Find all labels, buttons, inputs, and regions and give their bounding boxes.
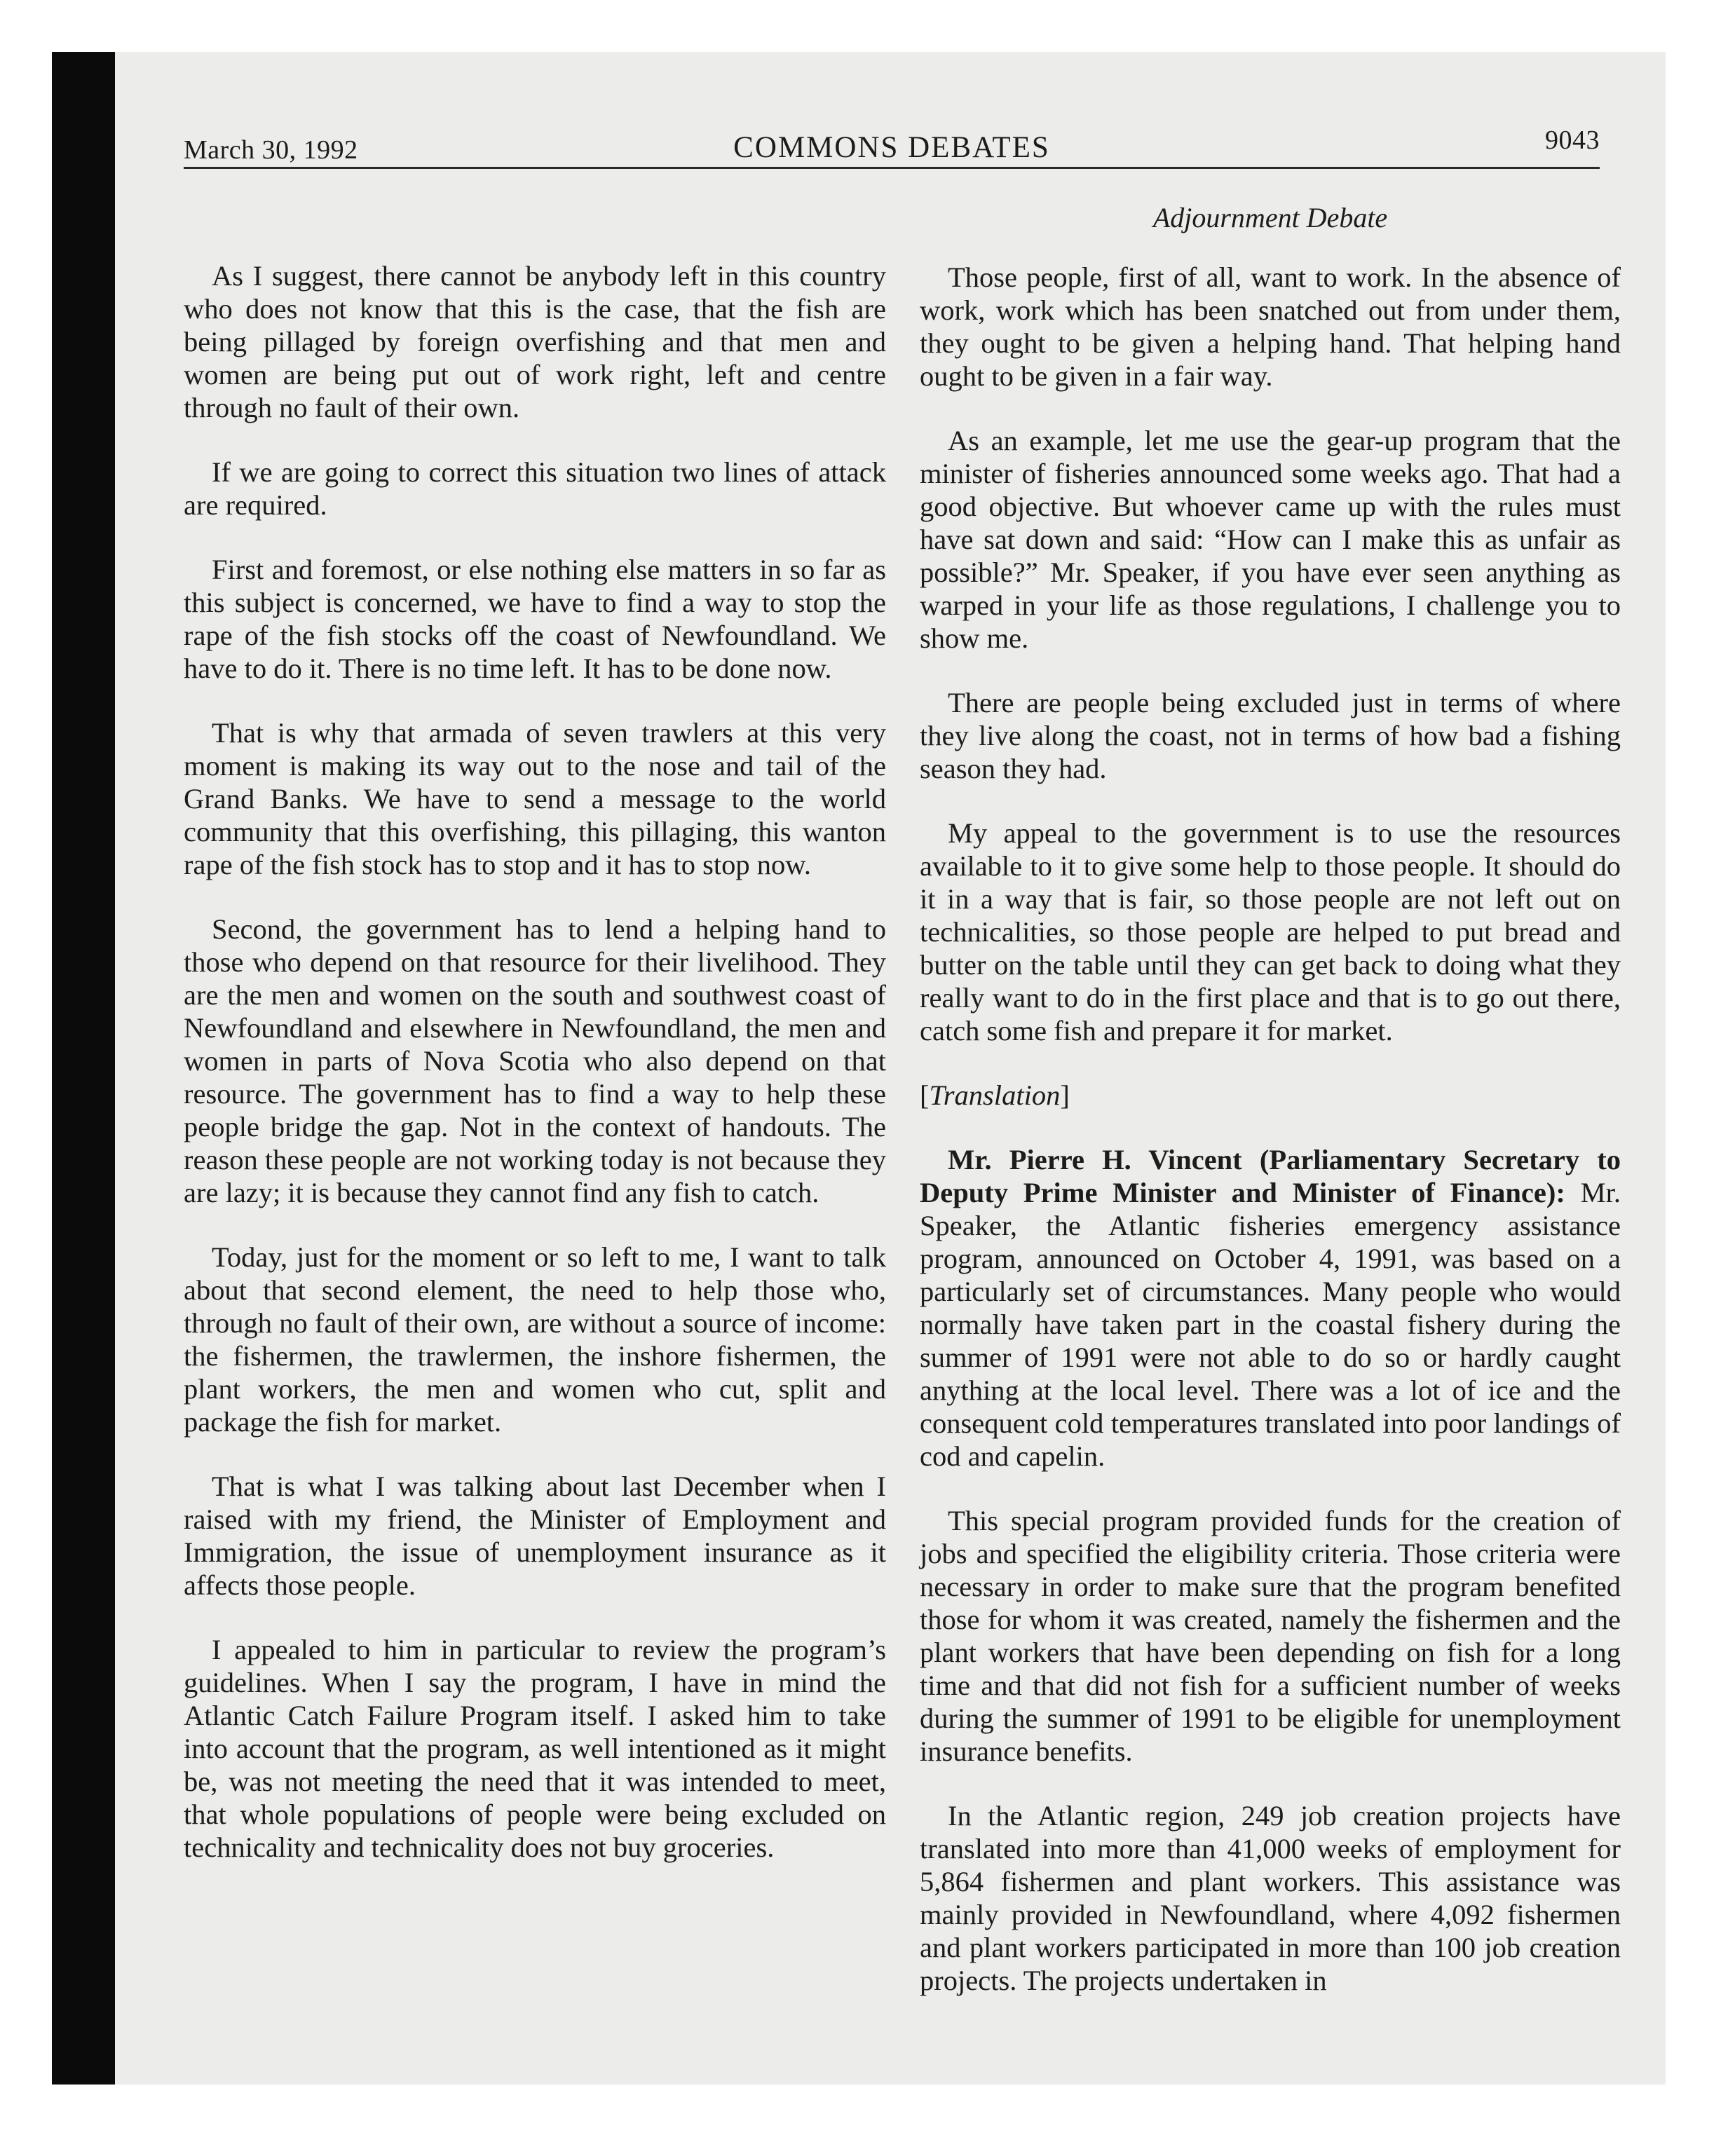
paragraph: In the Atlantic region, 249 job creation projects have translated into more than 41,000 weeks of employment for 5,864 fishermen and plant workers. This assistance was mainly provided in Newfoundland, where 4,092 fishermen and plant workers participated in more than 100 job creation projects. The projects undertaken in — [920, 1800, 1621, 1996]
paragraph: Today, just for the moment or so left to me, I want to talk about that second element, the need to help those who, through no fault of their own, are without a source of income: the fishermen, the trawlermen, the inshore fishermen, the plant workers, the men and women who cut, split and package the fish for market. — [184, 1241, 886, 1438]
header-date: March 30, 1992 — [184, 135, 358, 165]
paragraph: That is why that armada of seven trawlers at this very moment is making its way out to the nose and tail of the Grand Banks. We have to send a message to the world community that this overfishing, this pillaging, this wanton rape of the fish stock has to stop and it has to stop now. — [184, 717, 886, 880]
speech-paragraph — [920, 1143, 1621, 1473]
paragraph: There are people being excluded just in terms of where they live along the coast, not in terms of how bad a fishing season they had. — [920, 687, 1621, 784]
translation-note — [920, 1079, 1621, 1112]
right-column — [920, 203, 1621, 2028]
header-rule — [184, 167, 1600, 169]
left-column — [184, 259, 886, 1895]
scan-binding-edge — [52, 52, 115, 2085]
paragraph: As an example, let me use the gear-up program that the minister of fisheries announced some weeks ago. That had a good objective. But whoever came up with the rules must have sat down and said: “How can I make this as unfair as possible?” Mr. Speaker, if you have ever seen anything as warped in your life as those regulations, I challenge you to show me. — [920, 425, 1621, 654]
speech-text: Mr. Speaker, the Atlantic fisheries emergency assistance program, announced on October 4, 1991, was based on a particularly set of circumstances. Many people who would normally have taken part in the coastal fishery during the summer of 1991 were not able to do so or hardly caught anything at the local level. There was a lot of ice and the consequent cold temperatures translated into poor landings of cod and capelin. — [920, 1177, 1621, 1472]
paragraph: First and foremost, or else nothing else matters in so far as this subject is concerned, we have to find a way to stop the rape of the fish stocks off the coast of Newfoundland. We have to do it. There is no time left. It has to be done now. — [184, 554, 886, 684]
paragraph: As I suggest, there cannot be anybody left in this country who does not know that this is the case, that the fish are being pillaged by foreign overfishing and that men and women are being put out of work right, left and centre through no fault of their own. — [184, 260, 886, 423]
paragraph: Second, the government has to lend a helping hand to those who depend on that resource for their livelihood. They are the men and women on the south and southwest coast of Newfoundland and elsewhere in Newfoundland, the men and women in parts of Nova Scotia who also depend on that resource. The government has to find a way to help these people bridge the gap. Not in the context of handouts. The reason these people are not working today is not because they are lazy; it is because they cannot find any fish to catch. — [184, 913, 886, 1208]
page-number: 9043 — [1545, 125, 1600, 155]
paragraph: This special program provided funds for the creation of jobs and specified the eligibility criteria. Those criteria were necessary in order to make sure that the program benefited those for whom it was created, namely the fishermen and the plant workers that have been depending on fish for a long time and that did not fish for a sufficient number of weeks during the summer of 1991 to be eligible for unemployment insurance benefits. — [920, 1505, 1621, 1767]
speaker-name: Mr. Pierre H. Vincent (Parliamentary Secretary to Deputy Prime Minister and Minister of Finance): — [920, 1144, 1621, 1208]
section-heading: Adjournment Debate — [1152, 202, 1388, 233]
header-title: COMMONS DEBATES — [733, 131, 1050, 164]
paragraph: Those people, first of all, want to work. In the absence of work, work which has been snatched out from under them, they ought to be given a helping hand. That helping hand ought to be given in a fair way. — [920, 261, 1621, 392]
translation-bracket-open: [ — [920, 1079, 930, 1111]
paragraph: I appealed to him in particular to review the program’s guidelines. When I say the program, I have in mind the Atlantic Catch Failure Program itself. I asked him to take into account that the program, as well intentioned as it might be, was not meeting the need that it was intended to meet, that whole populations of people were being excluded on technicality and technicality does not buy groceries. — [184, 1634, 886, 1863]
translation-label: Translation — [929, 1079, 1061, 1111]
paragraph: My appeal to the government is to use the resources available to it to give some help to those people. It should do it in a way that is fair, so those people are not left out on technicalities, so those people are helped to put bread and butter on the table until they can get back to doing what they really want to do in the first place and that is to go out there, catch some fish and prepare it for market. — [920, 817, 1621, 1046]
translation-bracket-close: ] — [1060, 1079, 1070, 1111]
paragraph: If we are going to correct this situation two lines of attack are required. — [184, 456, 886, 521]
paragraph: That is what I was talking about last December when I raised with my friend, the Minister of Employment and Immigration, the issue of unemployment insurance as it affects those people. — [184, 1471, 886, 1601]
page-header — [184, 125, 1600, 167]
